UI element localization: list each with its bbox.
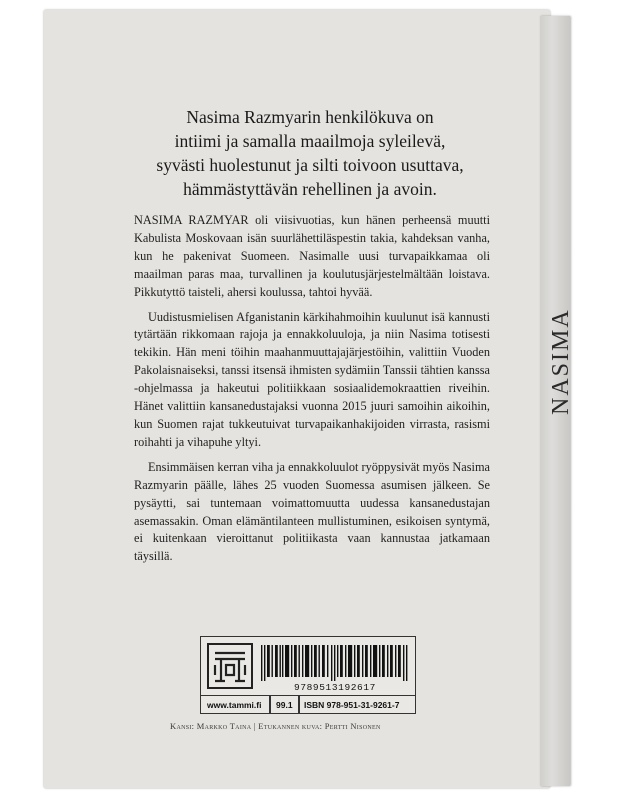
- description-paragraph: NASIMA RAZMYAR oli viisivuotias, kun hänen perheensä muutti Kabulista Moskovaan isän suurlähettiläspestin takia, kahdeksan vanha, kun he pakenivat Suomeen. Nasimalle uusi turvapaikkamaa oli maailman paras maa, turvallinen ja koulutusjärjestelmältään loistava. Pikkutyttö taisteli, ahersi koulussa, tahtoi hyvää.: [134, 213, 490, 299]
- description-paragraph: Ensimmäisen kerran viha ja ennakkoluulot ryöppysivät myös Nasima Razmyarin päälle, lähes 25 vuoden Suomessa asumisen jälkeen. Se pysäytti, sai tuntemaan voimattomuutta uudessa kansanedustajan asemassakin. Oman elämäntilanteen mullistuminen, esikoisen syntymä, ei kuitenkaan vieroittanut politiikasta vaan kannustaa jatkamaan täysillä.: [134, 459, 490, 564]
- intro-line: intiimi ja samalla maailmoja syleilevä,: [174, 131, 446, 151]
- barcode-icon: [261, 645, 409, 681]
- intro-blurb: [100, 105, 520, 201]
- isbn-label: ISBN 978-951-31-9261-7: [304, 700, 400, 710]
- intro-line: hämmästyttävän rehellinen ja avoin.: [183, 179, 437, 199]
- cover-design-credit: Kansi: Markko Taina: [170, 721, 252, 731]
- cover-photo-credit: Etukannen kuva: Pertti Nisonen: [258, 721, 381, 731]
- cover-credits: [170, 721, 460, 731]
- description-text: [134, 212, 490, 566]
- barcode-box: [200, 636, 416, 714]
- publisher-website: www.tammi.fi: [207, 700, 262, 710]
- intro-line: syvästi huolestunut ja silti toivoon usuttava,: [156, 155, 464, 175]
- barcode-number: 9789513192617: [294, 682, 376, 693]
- barcode-info-row: [201, 695, 415, 714]
- spine-title: NASIMA: [548, 308, 574, 415]
- cell-divider: [269, 696, 271, 714]
- credits-divider: |: [253, 721, 256, 731]
- description-paragraph: Uudistusmielisen Afganistanin kärkihahmoihin kuulunut isä kannusti tytärtään rikkomaan rajoja ja ennakkoluuloja, ja niin Nasima totisesti tekikin. Hän meni töihin maahanmuuttajajärjestöihin, valittiin Vuoden Pakolaisnaiseksi, tanssi itsensä ihmisten sydämiin Tanssii tähtien kanssa -ohjelmassa ja hakeutui politiikkaan sosiaalidemokraattien riveihin. Hänet valittiin kansanedustajaksi vuonna 2015 juuri samoihin aikoihin, kun Suomen rajat tukkeutuivat turvapaikanhakijoiden virrasta, rasismi roihahti ja vihapuhe yltyi.: [134, 309, 490, 449]
- publisher-logo-icon: [207, 643, 253, 689]
- cell-divider: [298, 696, 300, 714]
- product-code: 99.1: [276, 700, 293, 710]
- intro-line: Nasima Razmyarin henkilökuva on: [186, 107, 434, 127]
